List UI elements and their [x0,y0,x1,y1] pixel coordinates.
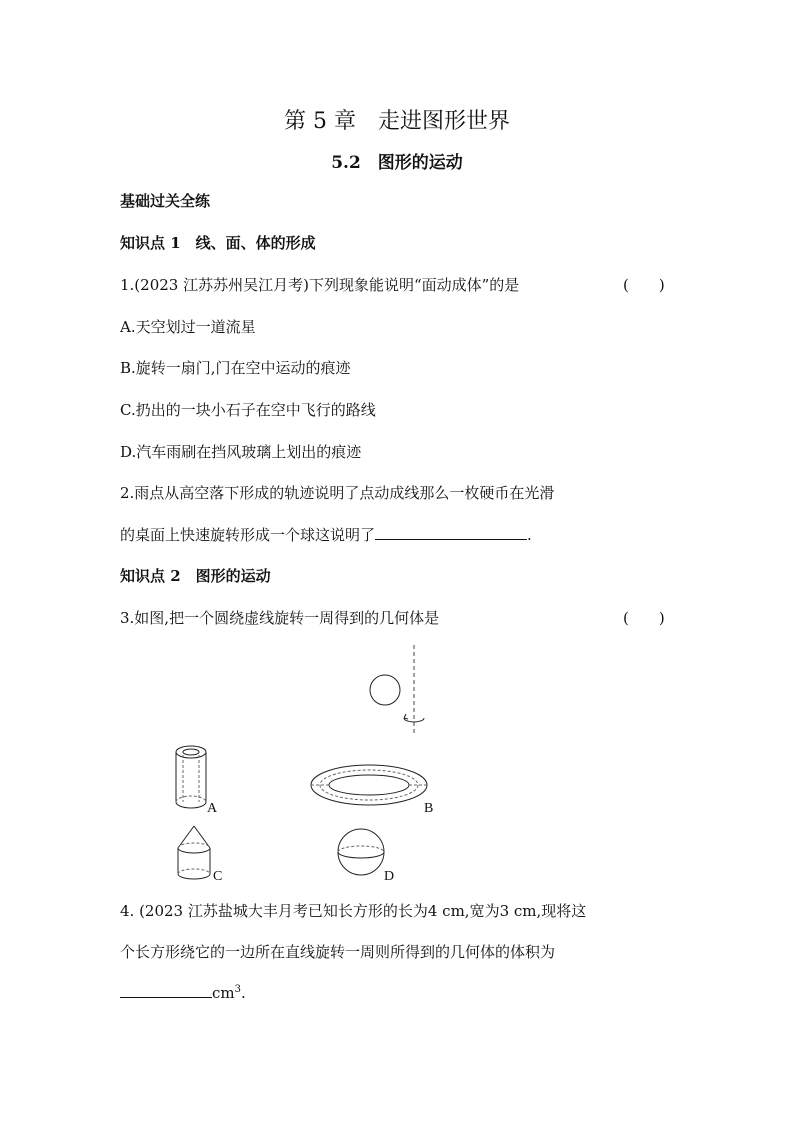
rotating-circle-figure [370,645,424,735]
option-a-hollow-cylinder [176,746,206,808]
question-4-unit-exponent: 3 [234,984,241,995]
question-1-option-a: A.天空划过一道流星 [120,318,256,336]
question-4-line-1: 4. (2023 江苏盐城大丰月考已知长方形的长为4 cm,宽为3 cm,现将这 [120,902,587,920]
question-2-period: . [527,526,532,544]
question-4-period: . [241,984,246,1002]
option-a-label: A [207,801,218,816]
exercise-heading: 基础过关全练 [120,192,211,210]
option-b-torus [311,765,427,805]
question-2-text: 的桌面上快速旋转形成一个球这说明了 [120,526,376,544]
section-title: 5.2 图形的运动 [331,153,463,173]
question-1-option-b: B.旋转一扇门,门在空中运动的痕迹 [120,359,351,377]
option-b-label: B [424,801,434,816]
question-4-line-3 [120,983,246,1002]
knowledge-point-2-heading: 知识点 2 图形的运动 [120,567,271,585]
question-3-stem: 3.如图,把一个圆绕虚线旋转一周得到的几何体是 [120,609,440,627]
question-1-stem: 1.(2023 江苏苏州吴江月考)下列现象能说明“面动成体”的是 [120,276,520,294]
question-1-option-d: D.汽车雨刷在挡风玻璃上划出的痕迹 [120,443,362,461]
question-3-answer-bracket: ( ) [623,609,665,627]
question-2-line-1: 2.雨点从高空落下形成的轨迹说明了点动成线那么一枚硬币在光滑 [120,484,555,502]
question-4-answer-blank[interactable] [120,983,212,998]
knowledge-point-1-heading: 知识点 1 线、面、体的形成 [120,234,316,252]
question-4-unit: cm [212,984,235,1002]
option-d-label: D [384,869,395,884]
chapter-title: 第 5 章 走进图形世界 [284,109,510,134]
option-c-label: C [213,869,223,884]
option-d-sphere [338,829,384,875]
option-c-cone-cylinder [178,826,210,879]
question-4-line-2: 个长方形绕它的一边所在直线旋转一周则所得到的几何体的体积为 [120,943,556,961]
question-1-option-c: C.扔出的一块小石子在空中飞行的路线 [120,401,376,419]
question-1-answer-bracket: ( ) [623,276,665,294]
